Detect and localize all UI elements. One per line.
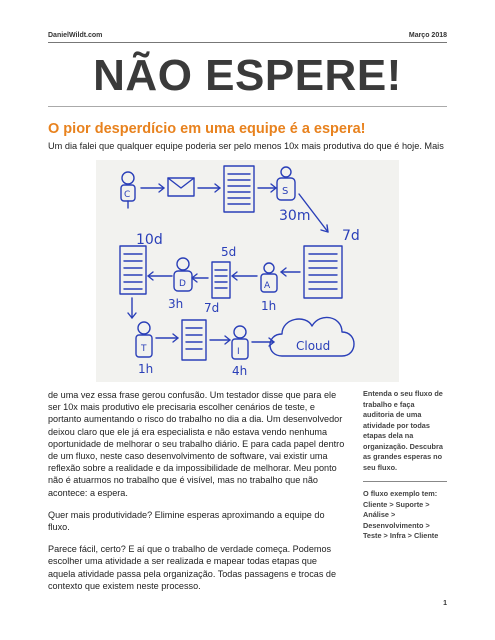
time-1h-a: 1h: [261, 299, 277, 313]
letter-t: T: [141, 344, 147, 354]
time-30m: 30m: [279, 208, 311, 224]
site-name: DanielWildt.com: [48, 32, 103, 39]
time-4h: 4h: [232, 364, 248, 378]
sidebar-notes: [363, 389, 447, 550]
page-title: NÃO ESPERE!: [93, 51, 402, 100]
time-3h: 3h: [168, 297, 184, 311]
paragraph-1: de uma vez essa frase gerou confusão. Um testador disse que para ele ser 10x mais produtivo ele precisaria escolher cenários de teste, e portanto aumentando o risco do trabalho no dia a dia. Um desenvolvedor deixou claro que ele já era especialista e não estava vendo nenhuma oportunidade de melhorar o seu trabalho diário. E para cada papel dentro de um fluxo, neste caso desenvolvimento de software, vai existir uma reflexão sobre a realidade e da impossibilidade de melhorar. Meu ponto não é atuarmos no trabalho que é visível, mas no trabalho que não acontece: a espera.: [48, 390, 345, 498]
paragraph-3: Parece fácil, certo? E aí que o trabalho de verdade começa. Podemos escolher uma atividade a ser realizada e mapear todas etapas que aquela atividade passa pela organização. Todas passagens e trocas de contexto que existem neste processo.: [48, 544, 337, 591]
whiteboard-photo: [96, 160, 399, 382]
page-number: 1: [443, 600, 447, 607]
letter-s: S: [282, 186, 289, 197]
time-7d-right: 7d: [342, 228, 360, 244]
letter-c: C: [124, 190, 131, 200]
section-heading: O pior desperdício em uma equipe é a espera!: [48, 121, 366, 137]
sidebar-divider: [363, 481, 447, 482]
body-text: [48, 389, 346, 602]
header-divider: [48, 42, 447, 43]
sidebar-note-2: O fluxo exemplo tem: Cliente > Suporte > Análise > Desenvolvimento > Teste > Infra > Cliente: [363, 489, 439, 540]
letter-a: A: [264, 281, 271, 291]
issue-date: Março 2018: [408, 32, 447, 39]
whiteboard-drawing: [96, 160, 399, 382]
title-divider: [48, 106, 447, 107]
letter-i: I: [237, 347, 240, 357]
intro-text: Um dia falei que qualquer equipe poderia ser pelo menos 10x mais produtiva do que é hoje. Mais: [48, 141, 444, 151]
time-7d-mid: 7d: [204, 301, 220, 315]
cloud-label: Cloud: [296, 339, 331, 353]
time-5d: 5d: [221, 245, 237, 259]
sidebar-note-1: Entenda o seu fluxo de trabalho e faça auditoria de uma atividade por todas etapas dela na organização. Descubra as grandes esperas no seu fluxo.: [363, 389, 443, 472]
paragraph-2: Quer mais produtividade? Elimine esperas aproximando a equipe do fluxo.: [48, 509, 325, 533]
page-header: [48, 32, 447, 39]
time-10d: 10d: [136, 232, 163, 248]
letter-d: D: [179, 279, 186, 289]
time-1h-t: 1h: [138, 362, 154, 376]
